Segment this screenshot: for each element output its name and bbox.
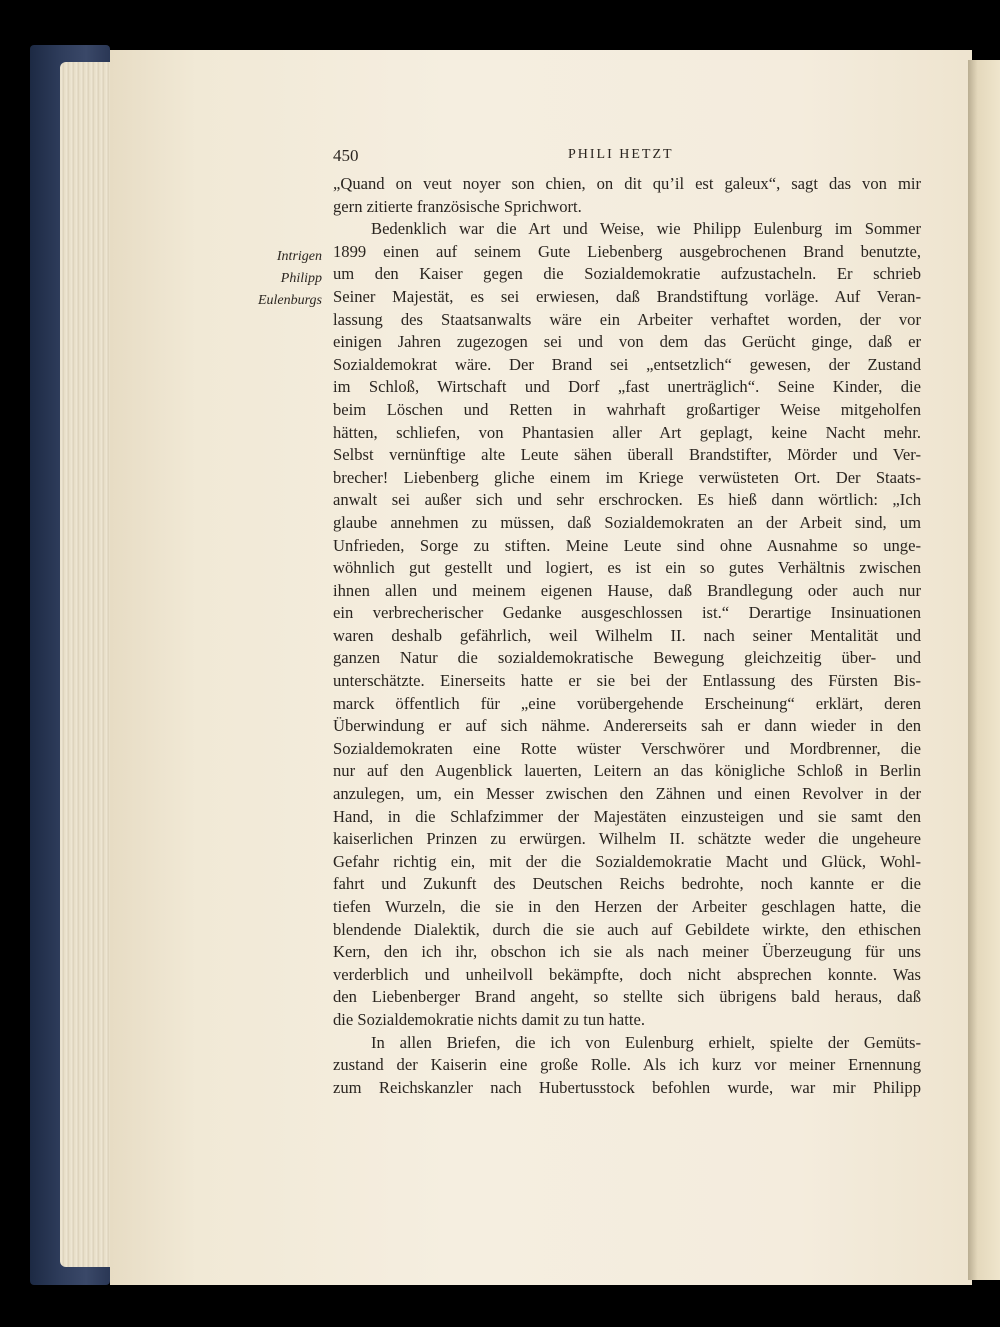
text-line: gern zitierte französische Sprichwort. (333, 196, 582, 216)
margin-note-line: Philipp (280, 271, 322, 286)
text-line: unterschätzte. Einerseits hatte er sie bei der Entlassung des Fürsten Bis- (333, 671, 921, 691)
margin-note-line: Eulenburgs (257, 293, 322, 308)
text-line: nur auf den Augenblick lauerten, Leitern an das königliche Schloß in Berlin (333, 761, 921, 781)
body-text (333, 173, 921, 1099)
text-line: um den Kaiser gegen die Sozialdemokratie aufzustacheln. Er schrieb (333, 264, 921, 284)
text-line: tiefen Wurzeln, die sie in den Herzen der Arbeiter geschlagen hatte, die (333, 897, 921, 916)
text-line: kaiserlichen Prinzen zu erwürgen. Wilhelm II. schätzte weder die ungeheure (333, 829, 921, 849)
text-line: anzulegen, um, ein Messer zwischen den Zähnen und einen Revolver in der (333, 784, 921, 804)
text-line: anwalt sei außer sich und sehr erschrocken. Es hieß dann wörtlich: „Ich (333, 490, 921, 510)
text-line: zustand der Kaiserin eine große Rolle. Als ich kurz vor meiner Ernennung (333, 1055, 921, 1075)
text-line: einigen Jahren zugezogen sei und von dem das Gerücht ginge, daß er (333, 332, 921, 352)
text-line: 1899 einen auf seinem Gute Liebenberg ausgebrochenen Brand benutzte, (333, 241, 921, 261)
text-line: ihnen allen und meinem eigenen Hause, daß Brandlegung oder auch nur (333, 580, 921, 600)
text-line: In allen Briefen, die ich von Eulenburg erhielt, spielte der Gemüts- (371, 1032, 921, 1052)
text-line: Seiner Majestät, es sei erwiesen, daß Brandstiftung vorläge. Auf Veran- (333, 286, 921, 306)
text-line: waren deshalb gefährlich, weil Wilhelm II. nach seiner Mentalität und (333, 625, 921, 645)
text-line: lassung des Staatsanwalts wäre ein Arbeiter verhaftet worden, der vor (333, 309, 921, 329)
page-number: 450 (333, 146, 359, 165)
text-line: hätten, schliefen, von Phantasien aller Art geplagt, keine Nacht mehr. (333, 422, 921, 442)
text-line: Kern, den ich ihr, obschon ich sie als nach meiner Überzeugung für uns (333, 942, 921, 962)
margin-note (220, 246, 322, 312)
running-head (333, 146, 921, 168)
text-line: Selbst vernünftige alte Leute sähen überall Brandstifter, Mörder und Ver- (333, 445, 921, 465)
text-line: brecher! Liebenberg gliche einem im Kriege verwüsteten Ort. Der Staats- (333, 467, 921, 487)
text-line: wöhnlich gut gestellt und logiert, es ist ein so gutes Verhältnis zwischen (333, 558, 921, 578)
text-line: zum Reichskanzler nach Hubertusstock befohlen wurde, war mir Philipp (333, 1077, 921, 1097)
text-line: Sozialdemokraten eine Rotte wüster Verschwörer und Mordbrenner, die (333, 738, 921, 758)
text-line: ein verbrecherischer Gedanke ausgeschlossen ist.“ Derartige Insinuationen (333, 603, 921, 623)
text-line: Hand, in die Schlafzimmer der Majestäten einzusteigen und sie samt den (333, 806, 921, 826)
text-line: glaube annehmen zu müssen, daß Sozialdemokraten an der Arbeit sind, um (333, 512, 921, 532)
text-line: Unfrieden, Sorge zu stiften. Meine Leute sind ohne Ausnahme so unge- (333, 535, 921, 555)
running-title: PHILI HETZT (568, 147, 674, 162)
text-line: Überwindung er auf sich nähme. Andererseits sah er dann wieder in den (333, 716, 921, 736)
text-line: Sozialdemokrat wäre. Der Brand sei „entsetzlich“ gewesen, der Zustand (333, 354, 921, 374)
text-line: beim Löschen und Retten in wahrhaft großartiger Weise mitgeholfen (333, 399, 921, 419)
text-line: marck öffentlich für „eine vorübergehende Erscheinung“ erklärt, deren (333, 693, 921, 713)
text-line: Bedenklich war die Art und Weise, wie Philipp Eulenburg im Sommer (371, 219, 921, 239)
text-line: „Quand on veut noyer son chien, on dit qu’il est galeux“, sagt das von mir (333, 174, 921, 193)
text-line: im Schloß, Wirtschaft und Dorf „fast unerträglich“. Seine Kinder, die (333, 377, 921, 397)
text-line: die Sozialdemokratie nichts damit zu tun hatte. (333, 1009, 645, 1029)
text-line: blendende Dialektik, durch die sie auch auf Gebildete wirkte, den ethischen (333, 919, 921, 939)
text-line: ganzen Natur die sozialdemokratische Bewegung gleichzeitig über- und (333, 648, 921, 668)
margin-note-line: Intrigen (276, 249, 322, 264)
text-line: fahrt und Zukunft des Deutschen Reichs bedrohte, noch kannte er die (333, 874, 921, 894)
text-line: verderblich und unheilvoll bekämpfte, doch nicht absprechen konnte. Was (333, 964, 921, 984)
text-line: Gefahr richtig ein, mit der die Sozialdemokratie Macht und Glück, Wohl- (333, 851, 921, 871)
text-line: den Liebenberger Brand angeht, so stellte sich übrigens bald heraus, daß (333, 987, 921, 1007)
